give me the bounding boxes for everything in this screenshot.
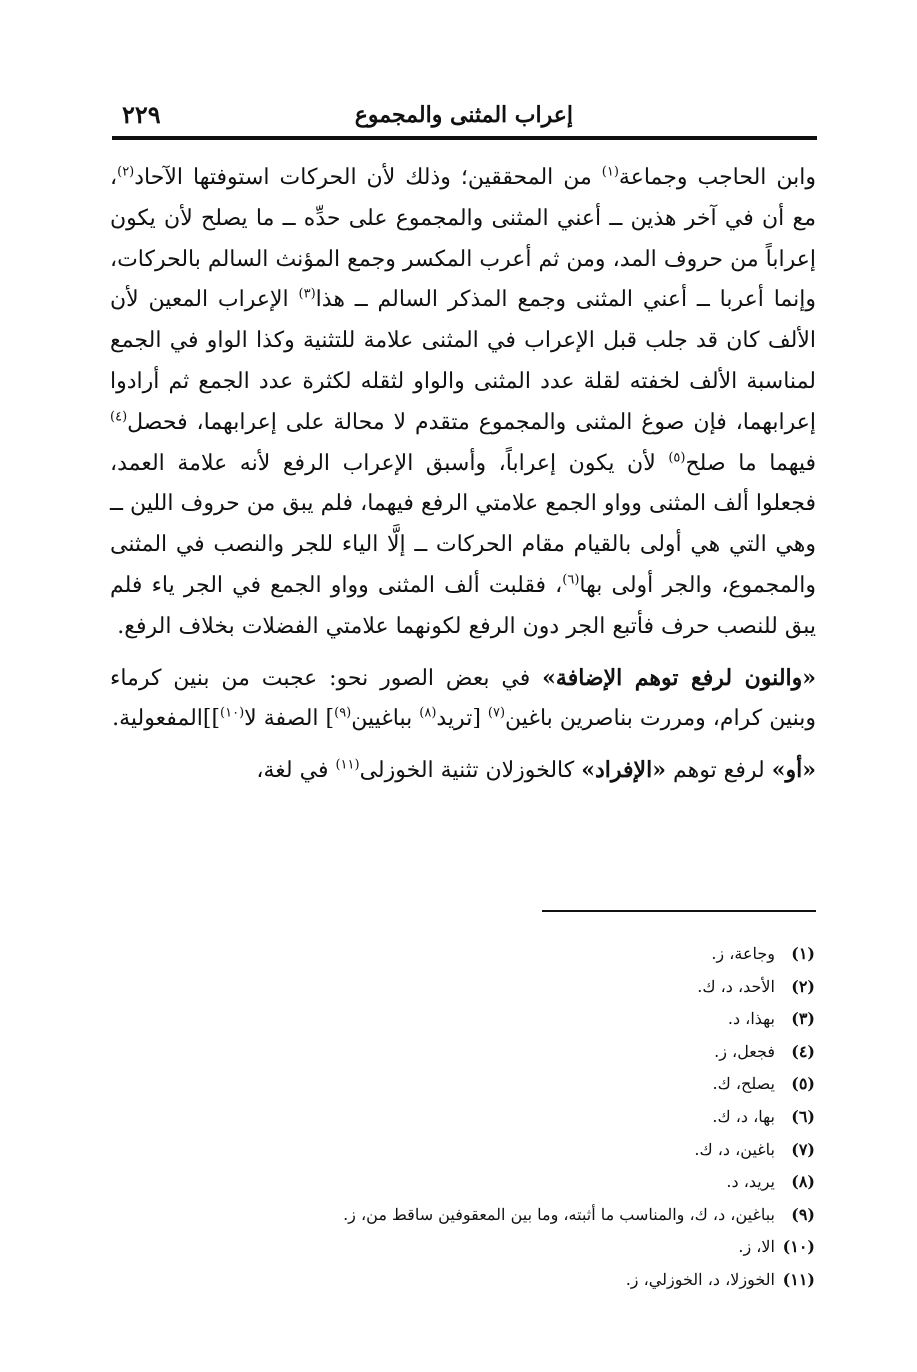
footnote-ref: (٤): [110, 409, 128, 425]
paragraph-1: وابن الحاجب وجماعة$^{(١)}$ من المحققين؛ وذلك لأن الحركات استوفتها الآحاد$^{(٢)}$، مع أن في آخر هذين ــ أعني المثنى والمجموع على حدِّه ــ ما يصلح لأن يكون إعراباً من حروف المد، ومن ثم أعرب المكسر وجمع المؤنث السالم بالحركات، وإنما أعربا ــ أعني المثنى وجمع المذكر السالم ــ هذا$^{(٣)}$ الإعراب المعين لأن الألف كان قد جلب قبل الإعراب في المثنى علامة للتثنية وكذا الواو في الجمع لمناسبة الألف لخفته لقلة عدد المثنى والواو لثقله لكثرة عدد الجمع ثم أرادوا إعرابهما، فإن صوغ المثنى والمجموع متقدم لا محالة على إعرابهما، فحصل$^{(٤)}$ فيهما ما صلح$^{(٥)}$ لأن يكون إعراباً، وأسبق الإعراب الرفع لأنه علامة العمد، فجعلوا ألف المثنى وواو الجمع علامتي الرفع فيهما، فلم يبق من حروف اللين ــ وهي التي هي أولى بالقيام مقام الحركات ــ إلَّا الياء للجر والنصب في المثنى والمجموع، والجر أولى بها$^{(٦)}$، فقلبت ألف المثنى وواو الجمع في الجر ياء فلم يبق للنصب حرف فأتبع الجر دون الرفع لكونهما علامتي الفضلات بخلاف الرفع.: [110, 164, 817, 639]
footnote-ref: (٧): [487, 706, 506, 722]
quoted-phrase: «الإفراد»: [581, 757, 666, 784]
page-number: ٢٢٩: [122, 100, 161, 129]
footnote-ref: (١٠): [220, 706, 245, 722]
footnote-item: (١١)الخوزلا، د، الخوزلي، ز.: [625, 1269, 815, 1289]
footnotes-list: [255, 938, 815, 1297]
footnote-ref: (٦): [562, 572, 580, 588]
footnote-item: (٥)يصلح، ك.: [712, 1074, 815, 1094]
footnote-item: (١)وجاعة، ز.: [711, 944, 815, 963]
quoted-phrase: «أو»: [771, 757, 816, 784]
main-text: [110, 158, 816, 792]
footnote-item: (١٠)الا، ز.: [738, 1237, 815, 1257]
footnote-ref: (٥): [668, 450, 686, 466]
footnote-item: (٨)يريد، د.: [726, 1172, 815, 1192]
footnote-separator: [542, 910, 816, 912]
footnote-ref: (٩): [334, 706, 352, 722]
footnote-item: (٩)بباغين، د، ك، والمناسب ما أثبته، وما بين المعقوفين ساقط من، ز.: [343, 1204, 815, 1224]
footnote-item: (٦)بها، د، ك.: [712, 1106, 815, 1126]
page-header: [112, 96, 817, 140]
footnote-item: (٧)باغين، د، ك.: [694, 1139, 815, 1159]
footnote-ref: (٢): [117, 164, 135, 180]
paragraph-2: «والنون لرفع توهم الإضافة» في بعض الصور نحو: عجبت من بنين كرماء وبنين كرام، ومررت بناصرين باغين$^{(٧)}$ [تريد$^{(٨)}$ بباغيين$^{(٩)}$] الصفة لا$^{(١٠)}$]]المفعولية.: [110, 664, 817, 732]
footnote-item: (٢)الأحد، د، ك.: [697, 976, 815, 996]
paragraph-3: «أو» لرفع توهم «الإفراد» كالخوزلان تثنية الخوزلى$^{(١١)}$ في لغة،: [256, 757, 816, 784]
footnote-item: (٣)بهذا، د.: [727, 1009, 815, 1029]
quoted-phrase: «والنون لرفع توهم الإضافة»: [542, 664, 817, 691]
running-title: إعراب المثنى والمجموع: [354, 102, 573, 128]
footnote-ref: (١١): [335, 757, 360, 773]
footnote-item: (٤)فجعل، ز.: [714, 1041, 815, 1061]
footnote-ref: (٣): [298, 287, 316, 303]
footnote-ref: (٨): [419, 706, 437, 722]
footnote-ref: (١): [601, 164, 619, 180]
